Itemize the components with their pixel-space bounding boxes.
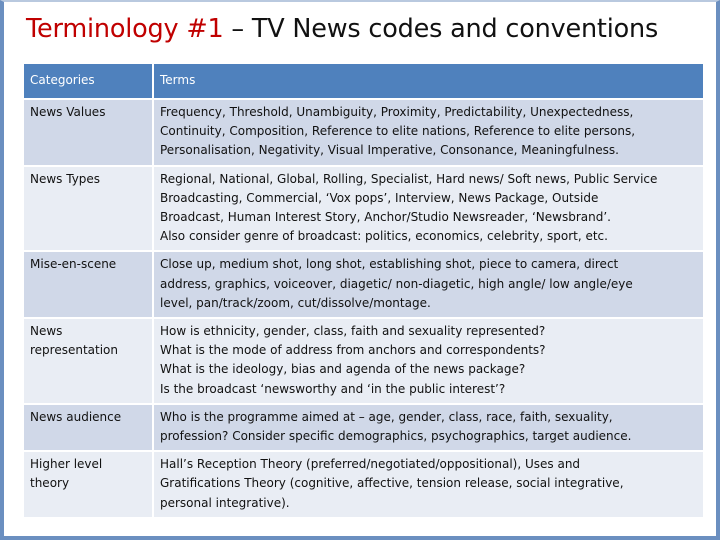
- terms-cell: Close up, medium shot, long shot, establishing shot, piece to camera, direct address, graphics, voiceover, diagetic/ non-diagetic, high angle/ low angle/eye level, pan/track/zoom, cut/dissolve/montage.: [153, 251, 703, 318]
- table-header-row: [24, 64, 703, 99]
- page-title: [26, 14, 658, 44]
- category-cell: News Values: [24, 99, 153, 166]
- category-cell: Higher level theory: [24, 451, 153, 517]
- terms-cell: Regional, National, Global, Rolling, Specialist, Hard news/ Soft news, Public Service Broadcasting, Commercial, ‘Vox pops’, Interview, News Package, Outside Broadcast, Human Interest Story, Anchor/Studio Newsreader, ‘Newsbrand’. Also consider genre of broadcast: politics, economics, celebrity, sport, etc.: [153, 166, 703, 252]
- header-categories: Categories: [24, 64, 153, 99]
- table-row: [24, 451, 703, 517]
- title-rest: – TV News codes and conventions: [223, 14, 659, 44]
- table-row: [24, 166, 703, 252]
- category-cell: News representation: [24, 318, 153, 404]
- header-terms: Terms: [153, 64, 703, 99]
- table-row: [24, 251, 703, 318]
- terms-cell: Hall’s Reception Theory (preferred/negotiated/oppositional), Uses and Gratifications Theory (cognitive, affective, tension release, social integrative, personal integrative).: [153, 451, 703, 517]
- terminology-table: [24, 64, 703, 517]
- category-cell: News Types: [24, 166, 153, 252]
- category-cell: Mise-en-scene: [24, 251, 153, 318]
- table-row: [24, 318, 703, 404]
- category-cell: News audience: [24, 404, 153, 451]
- terms-cell: Frequency, Threshold, Unambiguity, Proximity, Predictability, Unexpectedness, Continuity, Composition, Reference to elite nations, Reference to elite persons, Personalisation, Negativity, Visual Imperative, Consonance, Meaningfulness.: [153, 99, 703, 166]
- terms-cell: Who is the programme aimed at – age, gender, class, race, faith, sexuality, profession? Consider specific demographics, psychographics, target audience.: [153, 404, 703, 451]
- table-row: [24, 404, 703, 451]
- table-row: [24, 99, 703, 166]
- title-accent: Terminology #1: [26, 14, 224, 44]
- terms-cell: How is ethnicity, gender, class, faith and sexuality represented? What is the mode of address from anchors and correspondents? What is the ideology, bias and agenda of the news package? Is the broadcast ‘newsworthy and ‘in the public interest’?: [153, 318, 703, 404]
